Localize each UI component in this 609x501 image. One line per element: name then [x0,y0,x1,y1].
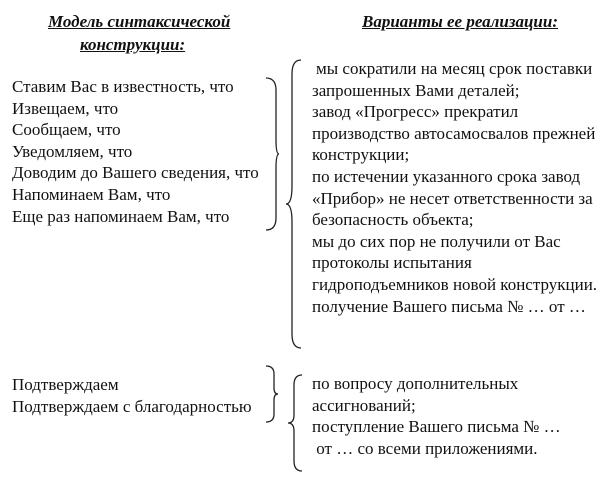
model-list-group-2 [12,374,252,417]
variant-line: мы сократили на месяц срок поставки [316,59,593,78]
variant-line: безопасность объекта; [312,210,474,230]
variant-line: мы до сих пор не получили от Вас [312,231,561,251]
variant-line: по вопросу дополнительных [312,374,519,393]
variant-list-group-1 [312,58,597,317]
variant-line: запрошенных Вами деталей; [312,80,520,100]
variant-line: «Прибор» не несет ответственности за [312,188,593,208]
variant-line: производство автосамосвалов прежней [312,123,596,143]
variant-line: поступление Вашего письма № … [312,417,561,437]
right-header: Варианты ее реализации: [362,12,558,31]
variant-line: получение Вашего письма № … от … [312,296,586,316]
model-item: Подтверждаем [12,375,119,394]
left-header-line-2: конструкции: [80,35,186,54]
model-item: Доводим до Вашего сведения, что [12,163,259,183]
variant-line: гидроподъемников новой конструкции. [312,274,598,294]
model-item: Извещаем, что [12,98,119,118]
opening-brace-group-2 [286,373,306,473]
opening-brace-group-1 [284,58,304,352]
model-item: Уведомляем, что [12,141,133,161]
variant-line: ассигнований; [312,395,416,415]
model-item: Ставим Вас в известность, что [12,77,234,96]
closing-brace-group-1 [264,76,280,232]
closing-brace-group-2 [264,364,280,424]
model-list-group-1 [12,76,259,227]
model-item: Сообщаем, что [12,120,121,140]
variant-line: от … со всеми приложениями. [312,438,538,458]
model-item: Подтверждаем с благодарностью [12,396,252,416]
model-item: Еще раз напоминаем Вам, что [12,206,230,226]
variant-list-group-2 [312,373,561,459]
variant-line: по истечении указанного срока завод [312,166,581,186]
variant-line: завод «Прогресс» прекратил [312,102,519,122]
variant-line: конструкции; [312,145,410,165]
left-header-line-1: Модель синтаксической [48,12,231,31]
variant-line: протоколы испытания [312,253,472,273]
model-item: Напоминаем Вам, что [12,184,171,204]
